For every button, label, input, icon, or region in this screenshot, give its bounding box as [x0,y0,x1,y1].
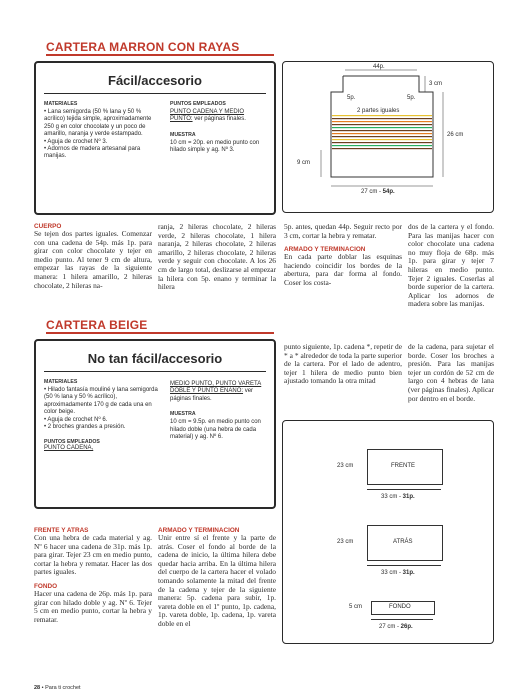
col3-top: punto siguiente, 1p. cadena *, repetir de * a * alrededor de toda la parte superior de la cartera. Por el lado de adentro, tejer 1 hilera de medio punto bien ajustado tomando la otra mitad [284,342,403,386]
difficulty-heading: Fácil/accesorio [108,73,202,88]
materiales-item: • Aguja de crochet Nº 6. [44,416,108,423]
fondo-height: 5 cm [349,604,363,610]
materiales-item: • Hilado fantasía mouliné y lana semigorda (50 % lana y 50 % acrílico), aproximadamente 170 g de cada una en color beige. [44,387,158,416]
difficulty-heading: No tan fácil/accesorio [87,351,223,366]
col4-top: de la cadena, para sujetar el borde. Coser los broches a presión. Para las manijas tejer un cordón de 52 cm de largo con 4 hebras de lana (ver páginas finales). Aplicar por dentro en el borde. [408,342,494,403]
materiales-item: • Adornos de madera artesanal para manijas. [44,146,141,160]
puntos-cadena: PUNTO CADENA, [44,445,94,452]
fondo-width: 27 cm - 26p. [379,624,413,630]
puntos-ref: ver páginas finales. [170,388,254,402]
page-footer [34,685,81,691]
armado-label: ARMADO Y TERMINACION [284,246,366,254]
page-number: 28 [34,685,41,691]
muestra-text: 10 cm = 20p. en medio punto con hilado simple y ag. Nº 3. [170,139,260,154]
materials-box-1 [34,61,276,215]
col3 [284,223,402,288]
fondo-text: Hacer una cadena de 26p. más 1p. para girar con hilado doble y ag. Nº 6. Tejer 5 cm en medio punto, cortar la hebra y rematar. [34,588,152,624]
materials-box-2 [34,339,276,509]
dim-top: 44p. [373,64,385,70]
cuerpo-text: Se tejen dos partes iguales. Comenzar con una cadena de 54p. más 1p. para girar con color chocolate y tejer en medio punto. Al tener 9 cm de altura, empezar las rayas de la siguiente manera: 1 hilera amarillo, 2 hileras chocolate, 2 hileras na- [34,229,152,290]
divider [44,93,266,94]
materiales-label: MATERIALES [44,101,78,107]
puntos-label: PUNTOS EMPLEADOS [44,439,100,446]
cuerpo-label: CUERPO [34,223,62,230]
armado-block [158,527,276,629]
diagram-box-1 [282,61,494,213]
puntos-label: PUNTOS EMPLEADOS [170,101,226,107]
diagram-center-label: 2 partes iguales [357,108,400,114]
frente-height: 23 cm [337,463,354,469]
atras-label: ATRÁS [393,539,413,545]
frente-label: FRENTE [391,463,415,469]
dim-bottom: 27 cm - 54p. [361,189,395,195]
atras-width: 33 cm - 31p. [381,570,415,576]
dim-right-5p: 5p. [407,95,416,101]
dim-line [367,489,441,490]
frente-label: FRENTE Y ATRAS [34,527,89,534]
muestra-label: MUESTRA [170,411,196,418]
section1-title: CARTERA MARRON CON RAYAS [46,40,240,54]
col1 [34,223,152,290]
publication: • Para ti crochet [40,685,81,691]
frente-block [34,527,152,624]
col2: ranja, 2 hileras chocolate, 2 hileras verde, 2 hileras chocolate, 1 hilera naranja, 2 hileras chocolate, 2 hileras amarillo, 2 hileras chocolate, 2 hileras verde y seguir con chocolate. A los 26 cm de largo total, deslizarse al empezar la hilera con 5p. enano y terminar la hilera [158,222,276,292]
dim-left: 9 cm [297,160,311,166]
muestra-label: MUESTRA [170,131,196,138]
muestra-text: 10 cm = 9.5p. en medio punto con hilado doble (una hebra de cada material) y ag. Nº 6. [170,419,261,441]
section2-title: CARTERA BEIGE [46,318,148,332]
col4: dos de la cartera y el fondo. Para las manijas hacer con color chocolate una cadena no muy floja de 68p. más 1p. para girar y tejer 7 hileras en medio punto. Tejer 2 iguales. Coserlas al borde superior de la cartera. Aplicar los adornos de madera sobre las manijas. [408,222,494,309]
fondo-label: FONDO [34,582,58,590]
materiales-label: MATERIALES [44,379,78,385]
armado-label: ARMADO Y TERMINACION [158,527,240,534]
dim-line [367,565,441,566]
dim-right-top: 3 cm [429,81,443,87]
puntos-text: PUNTO CADENA Y MEDIO PUNTO: [170,109,245,123]
dim-left-5p: 5p. [347,95,356,101]
diagram-box-2 [282,420,494,644]
title-underline [46,54,274,56]
atras-height: 23 cm [337,539,354,545]
materiales-block [44,379,158,453]
frente-text: Con una hebra de cada material y ag. Nº 6 hacer una cadena de 31p. más 1p. para girar. Tejer 23 cm en medio punto, cortar la hebra y rematar. Hacer las dos partes iguales. [34,533,152,577]
fondo-label: FONDO [389,604,411,610]
puntos-block [170,101,266,155]
col3-text: 5p. antes, quedan 44p. Seguir recto por 3 cm, cortar la hebra y rematar. [284,222,402,240]
armado-text: En cada parte doblar las esquinas haciendo coincidir los bordes de la abertura, para dar forma al fondo. Coser los costa- [284,252,402,287]
title-underline [46,332,274,334]
materiales-item: • 2 broches grandes a presión. [44,424,126,431]
materiales-item: • Lana semigorda (50 % lana y 50 % acrílico) tejida simple, aproximadamente 250 g en color chocolate y un poco de amarillo, naranja y verde estampado. [44,109,152,138]
materiales-item: • Aguja de crochet Nº 3. [44,138,108,145]
puntos-ref: ver páginas finales. [192,116,246,123]
frente-width: 33 cm - 31p. [381,494,415,500]
puntos-block [170,353,266,441]
dim-right: 26 cm [447,132,464,138]
materiales-block [44,101,158,161]
dim-line [371,619,433,620]
armado-text: Unir entre sí el frente y la parte de atrás. Coser el fondo al borde de la cadena de inicio, la última hilera debe quedar hacia arriba. En la última hilera del cuerpo de la cartera hacer el volado tomando solamente la mitad del frente de la cadena y tejer de la siguiente manera: 5p. cadena para subir, 1p. vareta doble en el 1º punto, 1p. cadena, 1p. vareta doble, 1p. cadena, 1p. vareta doble en el [158,533,276,628]
puntos-text: MEDIO PUNTO, PUNTO VARETA DOBLE Y PUNTO ENANO: [170,381,262,395]
